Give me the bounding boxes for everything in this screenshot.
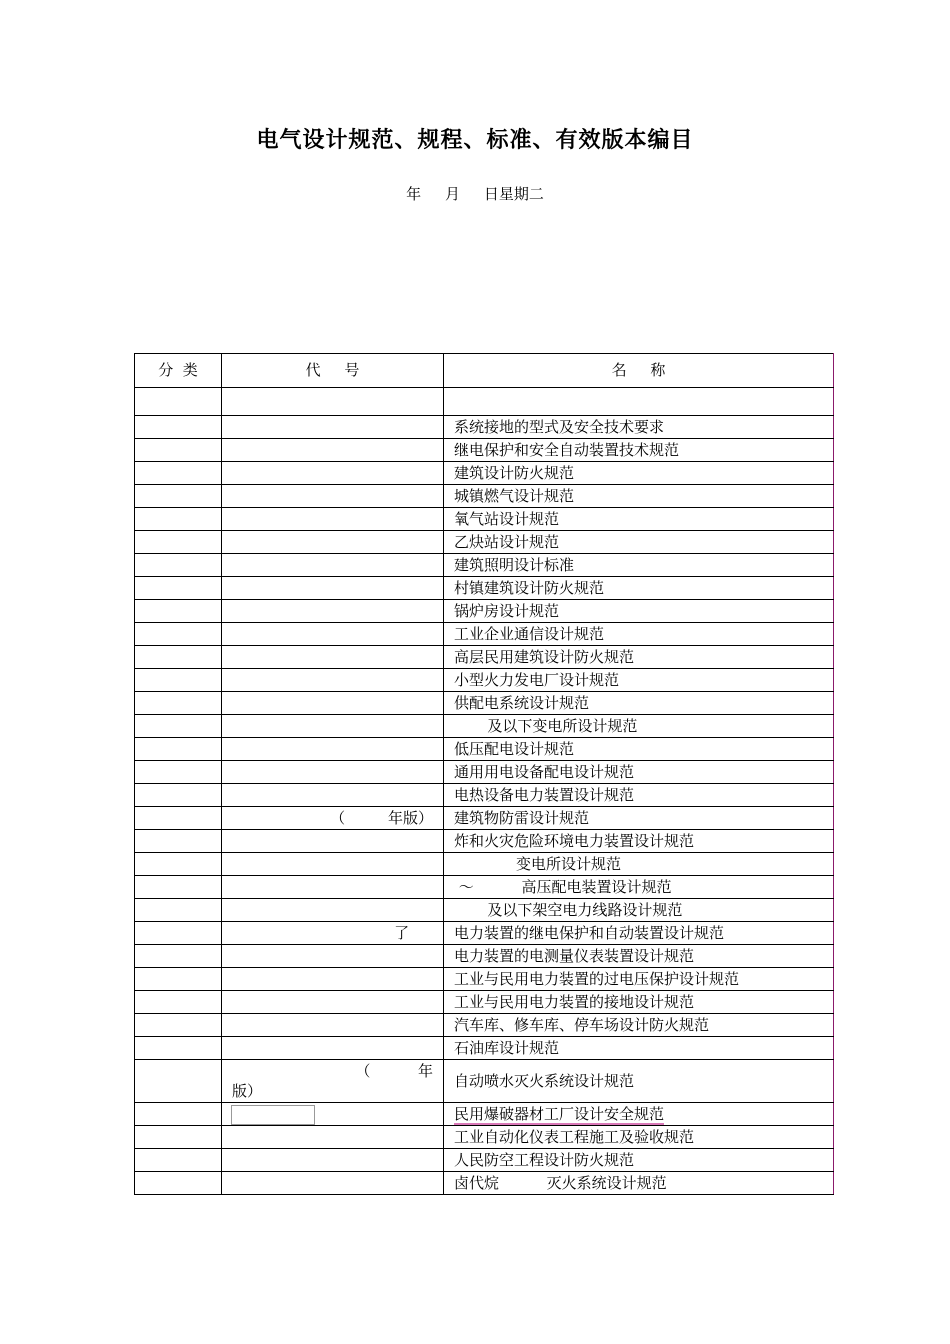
table-row — [135, 646, 834, 669]
cell-category — [135, 1149, 222, 1172]
cell-category — [135, 761, 222, 784]
cell-category — [135, 784, 222, 807]
table-row — [135, 600, 834, 623]
cell-code — [222, 968, 444, 991]
cell-code — [222, 899, 444, 922]
cell-name: 通用用电设备配电设计规范 — [444, 761, 834, 784]
cell-category — [135, 462, 222, 485]
cell-name: 工业自动化仪表工程施工及验收规范 — [444, 1126, 834, 1149]
cell-name: 低压配电设计规范 — [444, 738, 834, 761]
cell-code — [222, 577, 444, 600]
cell-name: 高层民用建筑设计防火规范 — [444, 646, 834, 669]
table-row — [135, 991, 834, 1014]
cell-category — [135, 508, 222, 531]
table-row — [135, 922, 834, 945]
cell-name: 乙炔站设计规范 — [444, 531, 834, 554]
cell-name: 氧气站设计规范 — [444, 508, 834, 531]
table-row — [135, 715, 834, 738]
cell-name: 建筑设计防火规范 — [444, 462, 834, 485]
cell-name: 建筑物防雷设计规范 — [444, 807, 834, 830]
cell-name: 卤代烷 灭火系统设计规范 — [444, 1172, 834, 1195]
table-row — [135, 577, 834, 600]
cell-name: 工业与民用电力装置的接地设计规范 — [444, 991, 834, 1014]
cell-code — [222, 692, 444, 715]
cell-name: 汽车库、修车库、停车场设计防火规范 — [444, 1014, 834, 1037]
cell-name: 变电所设计规范 — [444, 853, 834, 876]
cell-code — [222, 876, 444, 899]
cell-category — [135, 1014, 222, 1037]
table-row — [135, 692, 834, 715]
table-row — [135, 531, 834, 554]
cell-category — [135, 899, 222, 922]
table-row — [135, 485, 834, 508]
cell-name: 自动喷水灭火系统设计规范 — [444, 1060, 834, 1103]
table-row — [135, 784, 834, 807]
cell-code — [222, 715, 444, 738]
cell-code — [222, 1149, 444, 1172]
cell-category — [135, 1060, 222, 1103]
cell-code — [222, 646, 444, 669]
table-row — [135, 1149, 834, 1172]
cell-code — [222, 600, 444, 623]
cell-category — [135, 439, 222, 462]
cell-category — [135, 646, 222, 669]
cell-code — [222, 761, 444, 784]
cell-code — [222, 462, 444, 485]
cell-code — [222, 1014, 444, 1037]
table-row — [135, 738, 834, 761]
cell-name: 锅炉房设计规范 — [444, 600, 834, 623]
cell-category — [135, 738, 222, 761]
cell-code: （ 年版） — [222, 807, 444, 830]
cell-category — [135, 922, 222, 945]
cell-name — [444, 388, 834, 416]
cell-code — [222, 623, 444, 646]
table-row — [135, 761, 834, 784]
cell-name: 系统接地的型式及安全技术要求 — [444, 416, 834, 439]
cell-code — [222, 485, 444, 508]
cell-code — [222, 830, 444, 853]
table-row — [135, 388, 834, 416]
cell-name: 工业企业通信设计规范 — [444, 623, 834, 646]
table-row — [135, 1103, 834, 1126]
cell-code — [222, 554, 444, 577]
table-row — [135, 945, 834, 968]
cell-name: 炸和火灾危险环境电力装置设计规范 — [444, 830, 834, 853]
cell-code — [222, 784, 444, 807]
header-code: 代 号 — [222, 354, 444, 388]
cell-category — [135, 1103, 222, 1126]
cell-name: 建筑照明设计标准 — [444, 554, 834, 577]
cell-name: 电力装置的电测量仪表装置设计规范 — [444, 945, 834, 968]
cell-name: 电力装置的继电保护和自动装置设计规范 — [444, 922, 834, 945]
table-row — [135, 1060, 834, 1103]
cell-category — [135, 554, 222, 577]
cell-code — [222, 439, 444, 462]
cell-code — [222, 669, 444, 692]
cell-category — [135, 1037, 222, 1060]
cell-code: 了 — [222, 922, 444, 945]
table-row — [135, 554, 834, 577]
cell-code — [222, 1126, 444, 1149]
table-row — [135, 439, 834, 462]
standards-table — [134, 353, 834, 1195]
cell-name — [444, 1103, 834, 1126]
cell-name: 人民防空工程设计防火规范 — [444, 1149, 834, 1172]
highlighted-name: 民用爆破器材工厂设计安全规范 — [454, 1105, 665, 1123]
header-category: 分 类 — [135, 354, 222, 388]
cell-name: 电热设备电力装置设计规范 — [444, 784, 834, 807]
cell-category — [135, 968, 222, 991]
cell-code-line1: （ 年 — [355, 1062, 433, 1080]
cell-category — [135, 669, 222, 692]
table-row — [135, 899, 834, 922]
cell-category — [135, 991, 222, 1014]
table-row — [135, 416, 834, 439]
cell-code-line2: 版） — [232, 1082, 263, 1100]
cell-category — [135, 600, 222, 623]
table-row — [135, 1037, 834, 1060]
cell-category — [135, 531, 222, 554]
table-row — [135, 807, 834, 830]
cell-code — [222, 945, 444, 968]
document-title: 电气设计规范、规程、标准、有效版本编目 — [256, 128, 694, 153]
cell-name: 继电保护和安全自动装置技术规范 — [444, 439, 834, 462]
table-row — [135, 968, 834, 991]
table-row — [135, 876, 834, 899]
cell-code — [222, 1060, 444, 1103]
table-row — [135, 1172, 834, 1195]
table-row — [135, 1126, 834, 1149]
cell-code — [222, 738, 444, 761]
table-row — [135, 669, 834, 692]
cell-code — [222, 1037, 444, 1060]
cell-name: ～ 高压配电装置设计规范 — [444, 876, 834, 899]
table-row — [135, 623, 834, 646]
cell-name: 村镇建筑设计防火规范 — [444, 577, 834, 600]
cell-code — [222, 1172, 444, 1195]
cell-name: 供配电系统设计规范 — [444, 692, 834, 715]
table-row — [135, 830, 834, 853]
cell-category — [135, 945, 222, 968]
cell-category — [135, 692, 222, 715]
cell-code — [222, 508, 444, 531]
cell-name: 小型火力发电厂设计规范 — [444, 669, 834, 692]
cell-category — [135, 577, 222, 600]
cell-code — [222, 853, 444, 876]
cell-name: 及以下架空电力线路设计规范 — [444, 899, 834, 922]
cell-category — [135, 876, 222, 899]
table-header-row — [135, 354, 834, 388]
cell-category — [135, 853, 222, 876]
cell-category — [135, 807, 222, 830]
cell-code — [222, 991, 444, 1014]
date-line: 年 月 日星期二 — [406, 185, 544, 203]
table-row — [135, 853, 834, 876]
cell-name: 石油库设计规范 — [444, 1037, 834, 1060]
table-row — [135, 1014, 834, 1037]
cell-category — [135, 485, 222, 508]
cell-code — [222, 416, 444, 439]
cell-category — [135, 1172, 222, 1195]
cell-name: 工业与民用电力装置的过电压保护设计规范 — [444, 968, 834, 991]
cell-category — [135, 388, 222, 416]
table-row — [135, 508, 834, 531]
cell-category — [135, 1126, 222, 1149]
cell-category — [135, 715, 222, 738]
cell-name: 城镇燃气设计规范 — [444, 485, 834, 508]
cell-category — [135, 416, 222, 439]
code-field-box — [231, 1105, 315, 1125]
cell-category — [135, 830, 222, 853]
cell-name: 及以下变电所设计规范 — [444, 715, 834, 738]
table-row — [135, 462, 834, 485]
header-name: 名 称 — [444, 354, 834, 388]
cell-category — [135, 623, 222, 646]
cell-code — [222, 388, 444, 416]
cell-code — [222, 531, 444, 554]
cell-code — [222, 1103, 444, 1126]
